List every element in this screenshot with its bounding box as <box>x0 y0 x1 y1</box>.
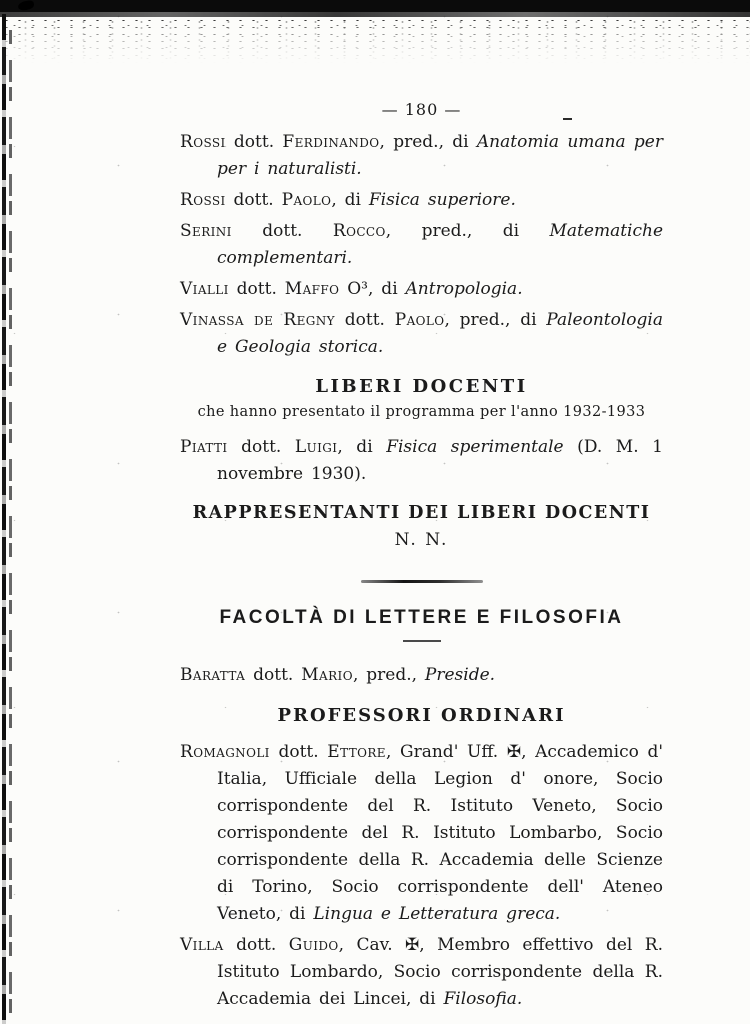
entry-given-name: Luigi <box>294 437 338 457</box>
faculty-entry <box>180 932 663 1013</box>
entry-subject: Antropologia. <box>405 279 523 299</box>
section-divider-rule <box>361 580 483 583</box>
faculty-entry <box>180 129 663 183</box>
entry-given-name: Rocco <box>332 221 386 241</box>
entry-degree: dott. <box>233 132 275 152</box>
faculty-entry <box>180 434 663 488</box>
faculty-title: FACOLTÀ DI LETTERE E FILOSOFIA <box>219 607 624 628</box>
entry-surname: Villa <box>180 935 224 955</box>
page-number: — 180 — <box>381 100 462 119</box>
entry-subject: Fisica sperimentale <box>386 437 564 457</box>
entry-text: , di <box>337 437 387 457</box>
entry-degree: dott. <box>253 665 294 685</box>
entry-degree: dott. <box>241 437 282 457</box>
scan-noise-band <box>0 17 750 63</box>
preside-entry <box>180 662 663 689</box>
entry-given-name: Maffo <box>284 279 340 299</box>
section-subheading-liberi-docenti: che hanno presentato il programma per l'anno 1932-1933 <box>197 404 646 420</box>
entry-surname: Romagnoli <box>180 742 270 762</box>
entry-surname: Rossi <box>180 132 226 152</box>
entry-subject: Filosofia. <box>443 989 523 1009</box>
entry-degree: dott. <box>236 935 277 955</box>
entry-surname: Vinassa de Regny <box>180 310 335 330</box>
faculty-entry <box>180 307 663 361</box>
entry-surname: Vialli <box>180 279 229 299</box>
entry-text: , di <box>331 190 369 210</box>
entry-given-name: Mario <box>301 665 353 685</box>
entry-surname: Piatti <box>180 437 228 457</box>
entry-text: , Cav. ✠, Membro effettivo del R. Istituto Lombardo, Socio corrispondente della R. Accademia dei Lincei, di <box>217 935 664 1009</box>
entry-surname: Rossi <box>180 190 226 210</box>
section-heading-rappresentanti: RAPPRESENTANTI DEI LIBERI DOCENTI <box>192 503 651 523</box>
entry-given-name: Guido <box>288 935 339 955</box>
book-binding-mark <box>2 14 6 1024</box>
entry-subject: Preside. <box>424 665 496 685</box>
entry-text: , pred., di <box>379 132 477 152</box>
page-content <box>180 100 663 1017</box>
scan-edge-band <box>0 0 750 12</box>
faculty-entry <box>180 276 663 303</box>
book-binding-mark-secondary <box>9 30 12 1024</box>
entry-text: , pred., di <box>444 310 547 330</box>
entry-subject: Anatomia umana per per i naturalisti. <box>217 132 663 179</box>
entry-degree: dott. <box>344 310 385 330</box>
entry-text: O³, di <box>339 279 406 299</box>
entry-given-name: Ferdinando <box>282 132 380 152</box>
entry-given-name: Paolo <box>281 190 332 210</box>
faculty-entry <box>180 739 663 928</box>
faculty-title-rule <box>403 640 441 642</box>
section-heading-liberi-docenti: LIBERI DOCENTI <box>315 376 528 397</box>
entry-degree: dott. <box>262 221 303 241</box>
entry-subject: Lingua e Letteratura greca. <box>313 904 561 924</box>
rappresentanti-value: N. N. <box>394 530 449 550</box>
section-heading-professori-ordinari: PROFESSORI ORDINARI <box>277 705 566 726</box>
entry-degree: dott. <box>278 742 319 762</box>
entry-text: , pred., <box>352 665 425 685</box>
entry-subject: Matematiche complementari. <box>217 221 664 268</box>
entry-text: , pred., di <box>385 221 550 241</box>
entry-subject: Fisica superiore. <box>368 190 516 210</box>
faculty-entry <box>180 218 663 272</box>
entry-subject: Paleontologia e Geologia storica. <box>217 310 663 357</box>
entry-degree: dott. <box>233 190 274 210</box>
entry-given-name: Paolo <box>394 310 445 330</box>
faculty-entry <box>180 187 663 214</box>
entry-surname: Baratta <box>180 665 246 685</box>
entry-surname: Serini <box>180 221 232 241</box>
entry-degree: dott. <box>236 279 277 299</box>
entry-tail: (D. M. 1 novembre 1930). <box>217 437 663 484</box>
entry-given-name: Ettore <box>327 742 386 762</box>
entry-text: , Grand' Uff. ✠, Accademico d' Italia, Ufficiale della Legion d' onore, Socio corrispondente del R. Istituto Veneto, Socio corrispondente del R. Istituto Lombarbo, Socio corrispondente della R. Accademia delle Scienze di Torino, Socio corrispondente dell' Ateneo Veneto, di <box>217 742 664 924</box>
